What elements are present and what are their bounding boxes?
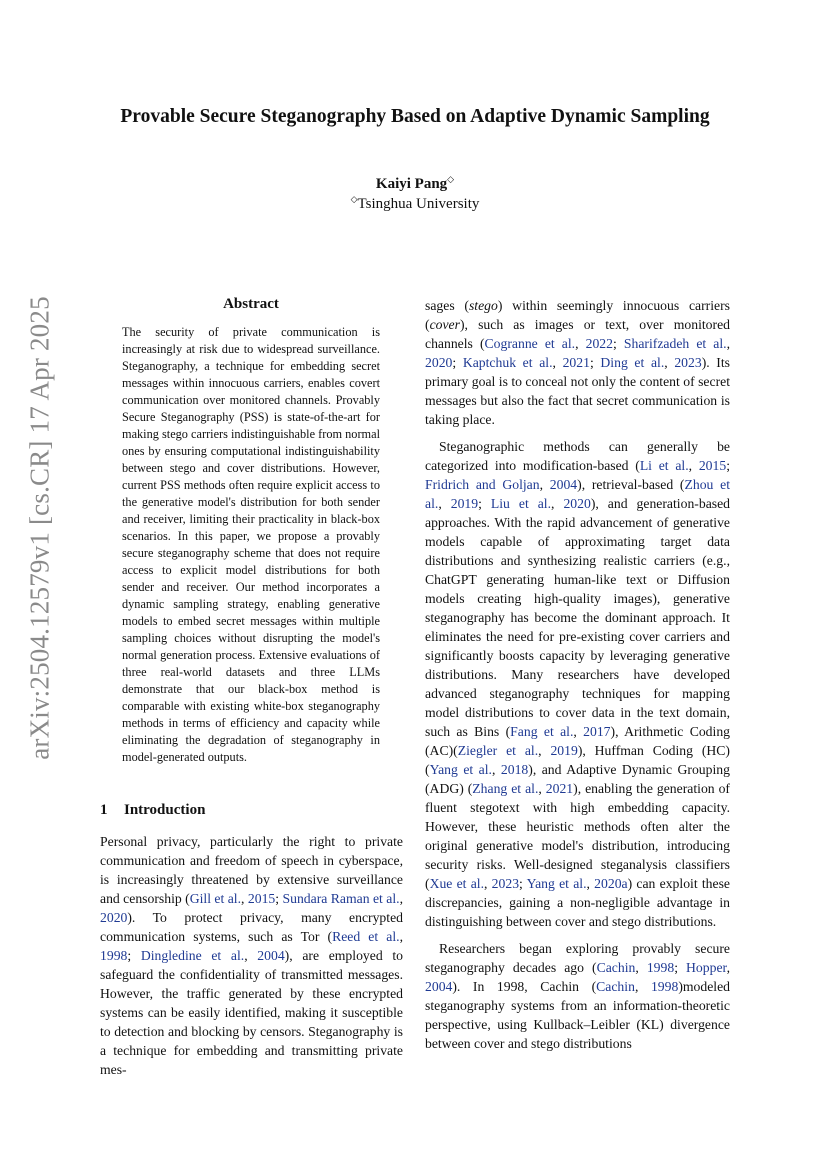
- emphasis-text: stego: [468, 298, 498, 313]
- author-name: Kaiyi Pang: [375, 176, 448, 192]
- body-text: ,: [551, 496, 564, 511]
- citation-link[interactable]: Fang et al.: [510, 724, 574, 739]
- body-text: Researchers began exploring provably secure steganography decades ago (: [425, 941, 730, 975]
- emphasis-text: cover: [429, 317, 460, 332]
- affiliation-mark: ◇: [350, 194, 358, 204]
- citation-link[interactable]: 2020: [425, 355, 453, 370]
- citation-link[interactable]: 2021: [562, 355, 590, 370]
- citation-link[interactable]: 2019: [450, 496, 479, 511]
- body-text: ,: [538, 781, 546, 796]
- citation-link[interactable]: 2020a: [594, 876, 628, 891]
- body-text: ,: [484, 876, 492, 891]
- intro-paragraph-left: [100, 832, 403, 1079]
- body-text: ). To protect privacy, many encrypted communication systems, such as Tor (: [100, 910, 403, 944]
- affiliation-line: [60, 194, 770, 213]
- citation-link[interactable]: Xue et al.: [429, 876, 485, 891]
- body-text: sages (: [425, 298, 469, 313]
- citation-link[interactable]: 2023: [674, 355, 702, 370]
- citation-link[interactable]: Yang et al.: [526, 876, 587, 891]
- body-text: ,: [573, 724, 584, 739]
- paragraph-provable: [425, 939, 730, 1053]
- citation-link[interactable]: 2004: [425, 979, 453, 994]
- abstract-body: The security of private communication is increasingly at risk due to widespread surveillance. Steganography, a technique for embedding secret messages within innocuous carriers, enables covert communication over monitored channels. Provably Secure Steganography (PSS) is state-of-the-art for making stego carriers indistinguishable from normal ones by ensuring computational indistinguishability between stego and cover distributions. However, current PSS methods often require explicit access to the generative model's distribution for both sender and receiver, limiting their practicality in black-box scenarios. In this paper, we propose a provably secure steganography scheme that does not require access to explicit model distributions for both sender and receiver. Our method incorporates a dynamic sampling strategy, enabling generative models to embed secret messages within multiple sampling choices without disrupting the model's normal generation process. Extensive evaluations of three real-world datasets and three LLMs demonstrate that our black-box method is comparable with existing white-box steganography methods in terms of efficiency and capacity while eliminating the degradation of steganography in model-generated outputs.: [122, 325, 380, 764]
- affiliation-name: Tsinghua University: [357, 196, 480, 212]
- body-text: ,: [552, 355, 563, 370]
- citation-link[interactable]: Cachin: [596, 960, 636, 975]
- citation-link[interactable]: Cachin: [596, 979, 635, 994]
- citation-link[interactable]: Zhou et al.: [425, 477, 730, 511]
- citation-link[interactable]: Hopper: [686, 960, 727, 975]
- citation-link[interactable]: 2020: [100, 910, 128, 925]
- citation-link[interactable]: 2004: [549, 477, 578, 492]
- citation-link[interactable]: Sundara Raman et al.: [282, 891, 400, 906]
- citation-link[interactable]: Reed et al.: [332, 929, 400, 944]
- body-text: ,: [634, 979, 651, 994]
- body-text: ), are employed to safeguard the confidentiality of transmitted messages. However, the traffic generated by these encrypted systems can be easily identified, making it susceptible to detection and blocking by censors. Steganography is a technique for embedding and transmitting private mes-: [100, 948, 403, 1077]
- body-text: ,: [244, 948, 258, 963]
- citation-link[interactable]: Zhang et al.: [472, 781, 539, 796]
- citation-link[interactable]: 2023: [491, 876, 520, 891]
- arxiv-id-text: arXiv:2504.12579v1 [cs.CR] 17 Apr 2025: [24, 296, 55, 760]
- body-text: ). Its primary goal is to conceal not only the content of secret messages but also the fact that secret communication is taking place.: [425, 355, 730, 427]
- body-text: ,: [664, 355, 675, 370]
- citation-link[interactable]: 2018: [500, 762, 529, 777]
- citation-link[interactable]: 2019: [550, 743, 578, 758]
- body-text: ), enabling the generation of fluent stegotext with high embedding capacity. However, these heuristic methods often alter the original generative model's distribution, introducing security risks. Well-designed steganalysis classifiers (: [425, 781, 730, 891]
- body-text: ,: [438, 496, 451, 511]
- body-text: ), and Adaptive Dynamic Grouping (ADG) (: [425, 762, 730, 796]
- intro-paragraph-continued: [425, 296, 730, 429]
- body-text: ) can exploit these discrepancies, gaining a non-negligible advantage in distinguishing between cover and stego distributions.: [425, 876, 730, 929]
- citation-link[interactable]: Ziegler et al.: [457, 743, 539, 758]
- body-text: ). In 1998, Cachin (: [452, 979, 597, 994]
- section-heading: [100, 802, 400, 819]
- body-text: ) within seemingly innocuous carriers (: [425, 298, 730, 332]
- body-text: ,: [538, 743, 551, 758]
- abstract-heading: Abstract: [223, 296, 279, 312]
- body-text: ,: [241, 891, 248, 906]
- body-text: ,: [491, 762, 501, 777]
- citation-link[interactable]: 2015: [698, 458, 727, 473]
- citation-link[interactable]: 2015: [247, 891, 276, 906]
- citation-link[interactable]: 1998: [100, 948, 128, 963]
- body-text: ,: [726, 336, 730, 351]
- body-text: ,: [539, 477, 550, 492]
- body-text: ;: [127, 948, 141, 963]
- citation-link[interactable]: Li et al.: [639, 458, 689, 473]
- citation-link[interactable]: 2017: [583, 724, 611, 739]
- body-text: ;: [478, 496, 491, 511]
- section-title: Introduction: [124, 802, 206, 818]
- citation-link[interactable]: 1998: [646, 960, 675, 975]
- body-text: Personal privacy, particularly the right to private communication and freedom of speech in cyberspace, is increasingly threatened by extensive surveillance and censorship (: [100, 834, 403, 906]
- paper-title: Provable Secure Steganography Based on Adaptive Dynamic Sampling: [120, 106, 710, 127]
- body-text: ;: [452, 355, 463, 370]
- citation-link[interactable]: 2021: [545, 781, 574, 796]
- citation-link[interactable]: Liu et al.: [490, 496, 552, 511]
- body-text: ,: [575, 336, 586, 351]
- author-line: [60, 174, 770, 193]
- body-text: ;: [519, 876, 527, 891]
- citation-link[interactable]: Fridrich and Goljan: [425, 477, 540, 492]
- body-text: ,: [635, 960, 647, 975]
- citation-link[interactable]: 2020: [563, 496, 591, 511]
- body-text: ,: [688, 458, 699, 473]
- citation-link[interactable]: Cogranne et al.: [484, 336, 576, 351]
- citation-link[interactable]: Kaptchuk et al.: [462, 355, 553, 370]
- citation-link[interactable]: Gill et al.: [189, 891, 242, 906]
- arxiv-identifier-stamp: [18, 178, 62, 878]
- body-text: ;: [674, 960, 687, 975]
- body-text: ), and generation-based approaches. With the rapid advancement of generative models capable of approximating target data distributions and synthesizing realistic carriers (e.g., ChatGPT generating human-like text or Diffusion models creating high-quality images), generative steganography has become the dominant approach. It eliminates the need for pre-existing cover carriers and significantly boosts capacity by leveraging generative distributions. Many researchers have developed advanced steganography techniques for mapping model distributions to cover data in the text domain, such as Bins (: [425, 496, 731, 739]
- body-text: )modeled steganography systems from an information-theoretic perspective, using Kullback–Leibler (KL) divergence between cover and stego distributions: [425, 979, 731, 1051]
- body-text: ,: [399, 891, 403, 906]
- citation-link[interactable]: 2004: [257, 948, 285, 963]
- body-text: ;: [589, 355, 601, 370]
- affiliation-mark: ◇: [447, 174, 455, 184]
- body-text: ,: [726, 960, 730, 975]
- paragraph-methods: [425, 437, 730, 931]
- body-text: ), Huffman Coding (HC) (: [425, 743, 730, 777]
- section-number: 1: [100, 802, 108, 818]
- body-text: ;: [275, 891, 283, 906]
- citation-link[interactable]: Ding et al.: [600, 355, 665, 370]
- body-text: ), such as images or text, over monitored channels (: [425, 317, 730, 351]
- citation-link[interactable]: 1998: [650, 979, 679, 994]
- right-column: [425, 296, 730, 1053]
- body-text: ,: [399, 929, 403, 944]
- citation-link[interactable]: Dingledine et al.: [140, 948, 245, 963]
- citation-link[interactable]: Sharifzadeh et al.: [623, 336, 727, 351]
- body-text: ), retrieval-based (: [577, 477, 685, 492]
- body-text: ), Arithmetic Coding (AC)(: [425, 724, 731, 758]
- body-text: ;: [612, 336, 624, 351]
- citation-link[interactable]: 2022: [585, 336, 613, 351]
- citation-link[interactable]: Yang et al.: [429, 762, 492, 777]
- body-text: Steganographic methods can generally be categorized into modification-based (: [425, 439, 730, 473]
- body-text: ;: [726, 458, 730, 473]
- body-text: ,: [586, 876, 595, 891]
